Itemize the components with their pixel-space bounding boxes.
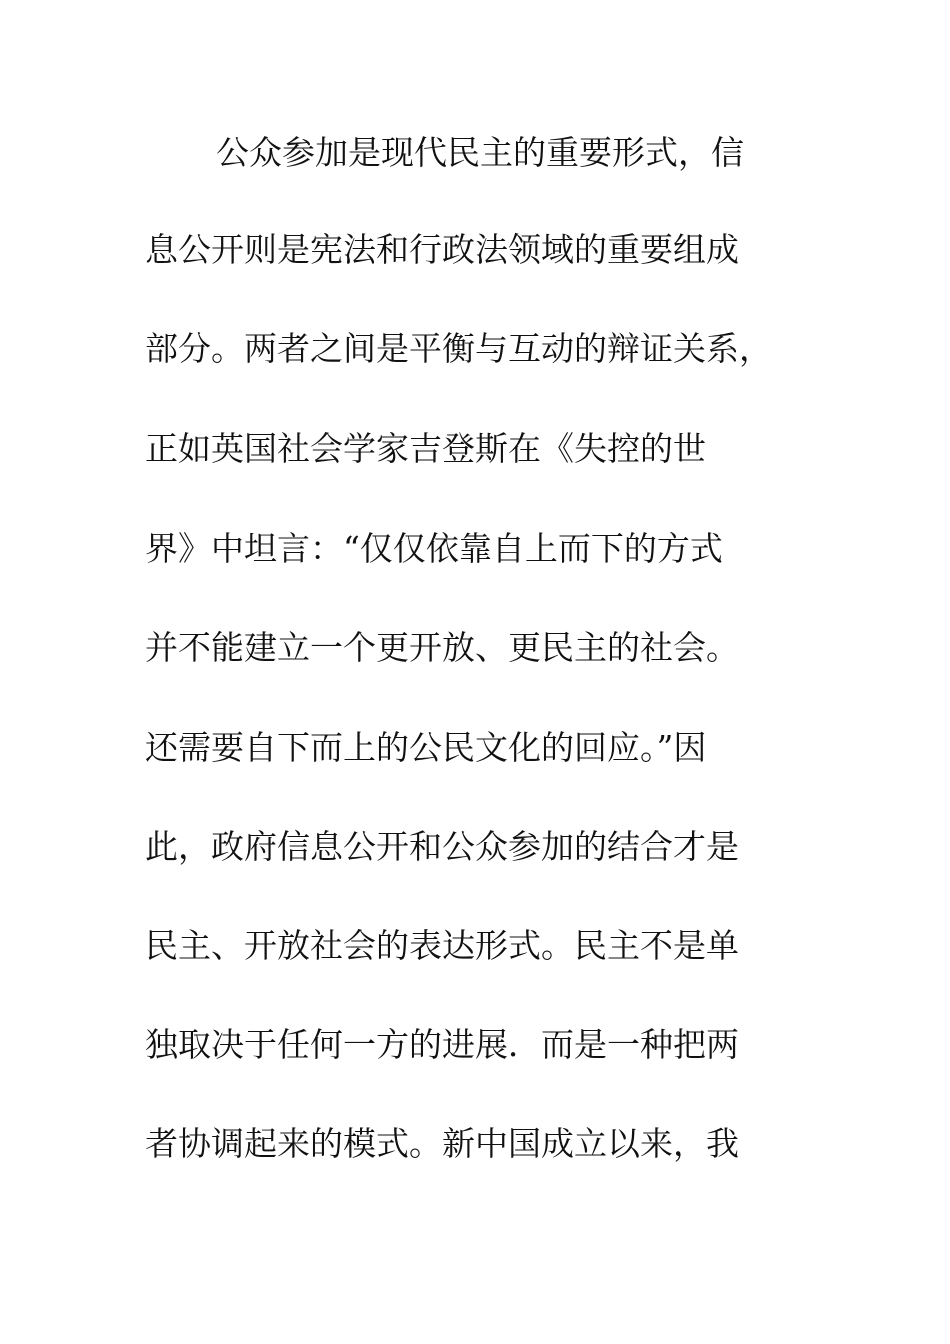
text-line-8: 此，政府信息公开和公众参加的结合才是 [145,827,739,866]
text-line-10: 独取决于任何一方的进展．而是一种把两 [145,1025,739,1064]
text-line-5: 界》中坦言：“仅仅依靠自上而下的方式 [145,529,723,568]
text-line-9: 民主、开放社会的表达形式。民主不是单 [145,926,739,965]
text-line-4: 正如英国社会学家吉登斯在《失控的世 [145,429,706,468]
text-line-1: 公众参加是现代民主的重要形式，信 [216,133,744,172]
text-line-2: 息公开则是宪法和行政法领域的重要组成 [145,230,739,269]
text-line-11: 者协调起来的模式。新中国成立以来，我 [145,1124,739,1163]
text-line-3: 部分。两者之间是平衡与互动的辩证关系， [145,329,772,368]
text-line-6: 并不能建立一个更开放、更民主的社会。 [145,628,739,667]
text-line-7: 还需要自下而上的公民文化的回应。”因 [145,728,707,767]
